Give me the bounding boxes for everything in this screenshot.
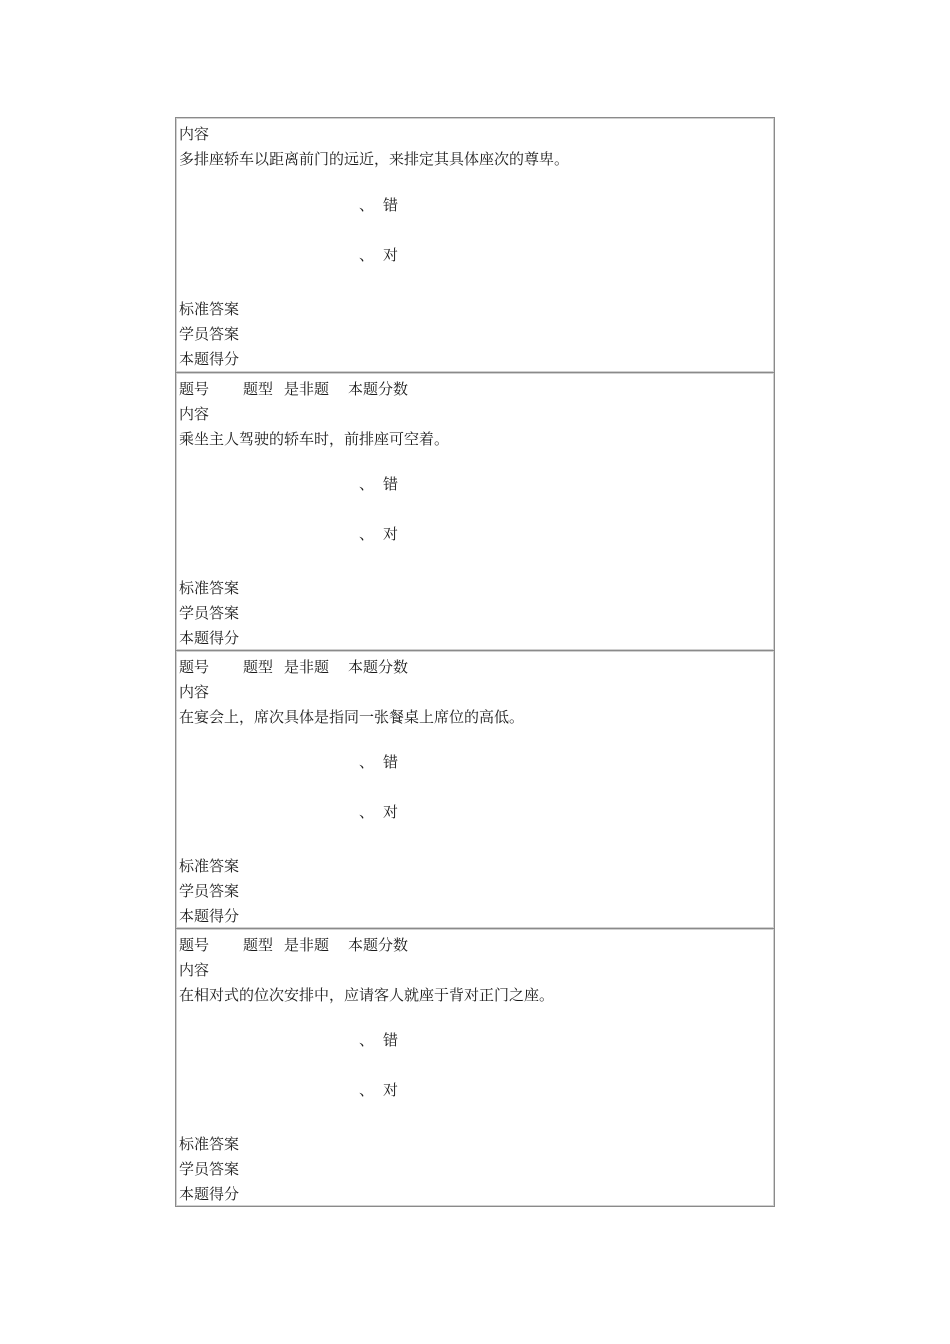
- standard-answer-label: 标准答案: [179, 300, 240, 318]
- standard-answer-label: 标准答案: [179, 1135, 240, 1153]
- standard-answer-label: 标准答案: [179, 857, 240, 875]
- question-no-label: 题号: [179, 380, 210, 398]
- question-header-row: [179, 379, 769, 399]
- points-earned-label: 本题得分: [179, 350, 240, 368]
- option-mark: 、: [359, 753, 375, 771]
- points-earned-label: 本题得分: [179, 1185, 240, 1203]
- score-label: 本题分数: [348, 380, 409, 398]
- option-mark: 、: [359, 1081, 375, 1099]
- option-label: 对: [383, 525, 399, 543]
- question-type-value: 是非题: [284, 658, 330, 676]
- option-mark: 、: [359, 475, 375, 493]
- question-text: 乘坐主人驾驶的轿车时，前排座可空着。: [179, 430, 450, 448]
- content-label: 内容: [179, 683, 210, 701]
- option-wrong[interactable]: [359, 195, 398, 215]
- option-mark: 、: [359, 803, 375, 821]
- option-label: 错: [383, 1031, 399, 1049]
- option-wrong[interactable]: [359, 752, 398, 772]
- question-text: 在宴会上，席次具体是指同一张餐桌上席位的高低。: [179, 708, 525, 726]
- option-wrong[interactable]: [359, 1030, 398, 1050]
- question-text: 在相对式的位次安排中，应请客人就座于背对正门之座。: [179, 986, 555, 1004]
- option-label: 对: [383, 246, 399, 264]
- student-answer-label: 学员答案: [179, 882, 240, 900]
- question-no-label: 题号: [179, 658, 210, 676]
- question-text: 多排座轿车以距离前门的远近，来排定其具体座次的尊卑。: [179, 150, 570, 168]
- points-earned-label: 本题得分: [179, 629, 240, 647]
- option-right[interactable]: [359, 1080, 398, 1100]
- option-label: 对: [383, 803, 399, 821]
- points-earned-label: 本题得分: [179, 907, 240, 925]
- standard-answer-label: 标准答案: [179, 579, 240, 597]
- question-type-value: 是非题: [284, 936, 330, 954]
- question-type-label: 题型: [243, 658, 274, 676]
- content-label: 内容: [179, 961, 210, 979]
- option-right[interactable]: [359, 802, 398, 822]
- question-type-label: 题型: [243, 936, 274, 954]
- student-answer-label: 学员答案: [179, 325, 240, 343]
- score-label: 本题分数: [348, 658, 409, 676]
- option-mark: 、: [359, 196, 375, 214]
- question-sheet: [175, 117, 775, 1207]
- option-label: 错: [383, 196, 399, 214]
- question-no-label: 题号: [179, 936, 210, 954]
- question-block-4: [175, 928, 775, 1207]
- content-label: 内容: [179, 125, 210, 143]
- option-label: 对: [383, 1081, 399, 1099]
- question-type-value: 是非题: [284, 380, 330, 398]
- option-wrong[interactable]: [359, 474, 398, 494]
- option-mark: 、: [359, 525, 375, 543]
- question-block-3: [175, 650, 775, 929]
- option-right[interactable]: [359, 245, 398, 265]
- question-block-1: [175, 117, 775, 373]
- option-label: 错: [383, 475, 399, 493]
- score-label: 本题分数: [348, 936, 409, 954]
- option-right[interactable]: [359, 524, 398, 544]
- question-block-2: [175, 372, 775, 651]
- question-header-row: [179, 935, 769, 955]
- option-label: 错: [383, 753, 399, 771]
- question-type-label: 题型: [243, 380, 274, 398]
- student-answer-label: 学员答案: [179, 604, 240, 622]
- option-mark: 、: [359, 246, 375, 264]
- option-mark: 、: [359, 1031, 375, 1049]
- student-answer-label: 学员答案: [179, 1160, 240, 1178]
- question-header-row: [179, 657, 769, 677]
- content-label: 内容: [179, 405, 210, 423]
